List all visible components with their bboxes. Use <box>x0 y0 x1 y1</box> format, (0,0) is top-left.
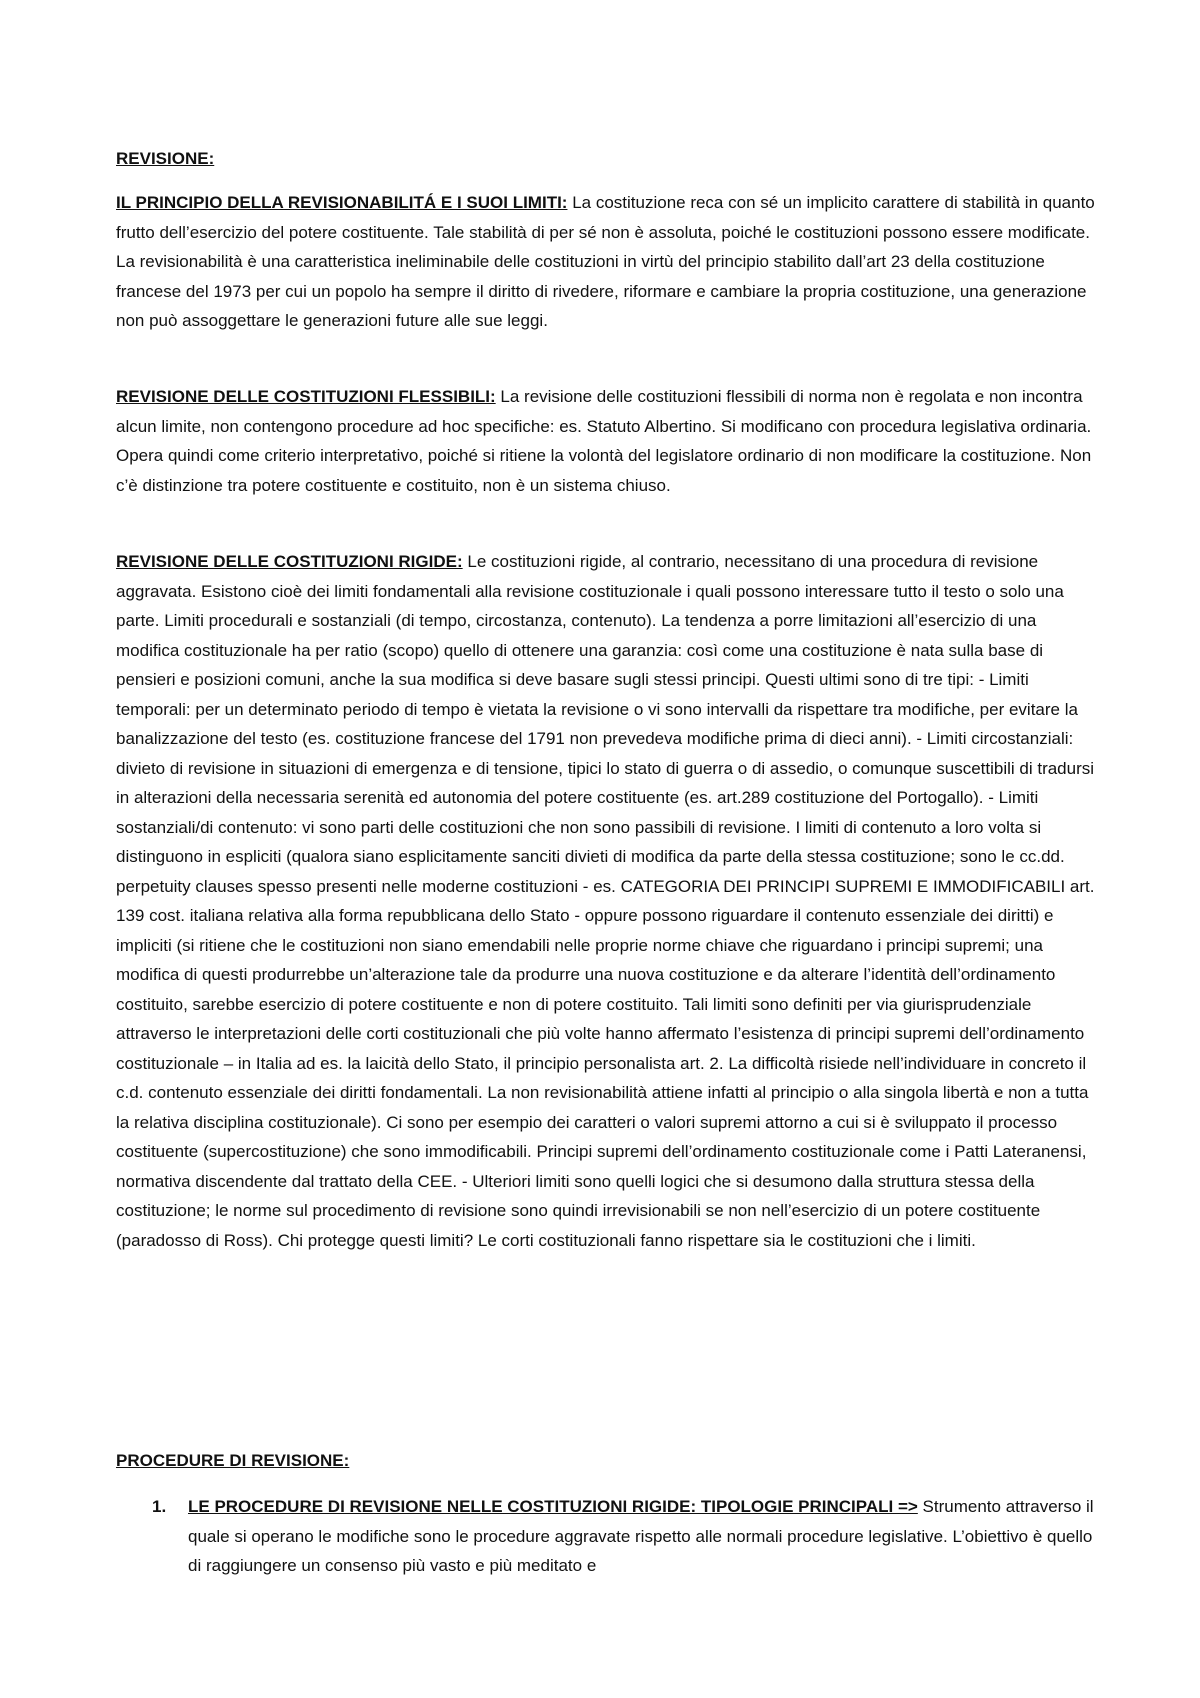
document-title: REVISIONE: <box>116 149 215 168</box>
paragraph-text: La costituzione reca con sé un implicito carattere di stabilità in quanto frutto dell’esercizio del potere costituente. Tale stabilità di per sé non è assoluta, poiché le costituzioni possono essere modificate. La revisionabilità è una caratteristica ineliminabile delle costituzioni in virtù del principio stabilito dall’art 23 della costituzione francese del 1973 per cui un popolo ha sempre il diritto di rivedere, riformare e cambiare la propria costituzione, una generazione non può assoggettare le generazioni future alle sue leggi. <box>116 193 1095 330</box>
section-heading: PROCEDURE DI REVISIONE: <box>116 1451 350 1470</box>
list-item <box>116 1492 1097 1581</box>
list-item-number: 1. <box>152 1497 167 1516</box>
paragraph-heading: REVISIONE DELLE COSTITUZIONI RIGIDE: <box>116 552 463 571</box>
list-item-heading: LE PROCEDURE DI REVISIONE NELLE COSTITUZIONI RIGIDE: TIPOLOGIE PRINCIPALI => <box>188 1497 918 1516</box>
paragraph-costituzioni-flessibili <box>116 382 1097 500</box>
numbered-list <box>116 1492 1097 1581</box>
paragraph-heading: REVISIONE DELLE COSTITUZIONI FLESSIBILI: <box>116 387 496 406</box>
paragraph-heading: IL PRINCIPIO DELLA REVISIONABILITÁ E I SUOI LIMITI: <box>116 193 568 212</box>
paragraph-revisionabilita <box>116 188 1097 336</box>
list-item-text: Strumento attraverso il quale si operano le modifiche sono le procedure aggravate rispetto alle normali procedure legislative. L’obiettivo è quello di raggiungere un consenso più vasto e più meditato e <box>188 1497 1094 1575</box>
paragraph-text: La revisione delle costituzioni flessibili di norma non è regolata e non incontra alcun limite, non contengono procedure ad hoc specifiche: es. Statuto Albertino. Si modificano con procedura legislativa ordinaria. Opera quindi come criterio interpretativo, poiché si ritiene la volontà del legislatore ordinario di non modificare la costituzione. Non c’è distinzione tra potere costituente e costituito, non è un sistema chiuso. <box>116 387 1092 495</box>
paragraph-costituzioni-rigide <box>116 547 1097 1255</box>
paragraph-text: Le costituzioni rigide, al contrario, necessitano di una procedura di revisione aggravata. Esistono cioè dei limiti fondamentali alla revisione costituzionale i quali possono interessare tutto il testo o solo una parte. Limiti procedurali e sostanziali (di tempo, circostanza, contenuto). La tendenza a porre limitazioni all’esercizio di una modifica costituzionale ha per ratio (scopo) quello di ottenere una garanzia: così come una costituzione è nata sulla base di pensieri e posizioni comuni, anche la sua modifica si deve basare sugli stessi principi. Questi ultimi sono di tre tipi: - Limiti temporali: per un determinato periodo di tempo è vietata la revisione o vi sono intervalli da rispettare tra modifiche, per evitare la banalizzazione del testo (es. costituzione francese del 1791 non prevedeva modifiche prima di dieci anni). - Limiti circostanziali: divieto di revisione in situazioni di emergenza e di tensione, tipici lo stato di guerra o di assedio, o comunque suscettibili di tradursi in alterazioni della necessaria serenità ed autonomia del potere costituente (es. art.289 costituzione del Portogallo). - Limiti sostanziali/di contenuto: vi sono parti delle costituzioni che non sono passibili di revisione. I limiti di contenuto a loro volta si distinguono in espliciti (qualora siano esplicitamente sanciti divieti di modifica da parte della stessa costituzione; sono le cc.dd. perpetuity clauses spesso presenti nelle moderne costituzioni - es. CATEGORIA DEI PRINCIPI SUPREMI E IMMODIFICABILI art. 139 cost. italiana relativa alla forma repubblicana dello Stato - oppure possono riguardare il contenuto essenziale dei diritti) e impliciti (si ritiene che le costituzioni non siano emendabili nelle proprie norme chiave che riguardano i principi supremi; una modifica di questi produrrebbe un’alterazione tale da produrre una nuova costituzione e da alterare l’identità dell’ordinamento costituito, sarebbe esercizio di potere costituente e non di potere costituito. Tali limiti sono definiti per via giurisprudenziale attraverso le interpretazioni delle corti costituzionali che più volte hanno affermato l’esistenza di principi supremi dell’ordinamento costituzionale – in Italia ad es. la laicità dello Stato, il principio personalista art. 2. La difficoltà risiede nell’individuare in concreto il c.d. contenuto essenziale dei diritti fondamentali. La non revisionabilità attiene infatti al principio o alla singola libertà e non a tutta la relativa disciplina costituzionale). Ci sono per esempio dei caratteri o valori supremi attorno a cui si è sviluppato il processo costituente (supercostituzione) che sono immodificabili. Principi supremi dell’ordinamento costituzionale come i Patti Lateranensi, normativa discendente dal trattato della CEE. - Ulteriori limiti sono quelli logici che si desumono dalla struttura stessa della costituzione; le norme sul procedimento di revisione sono quindi irrevisionabili se non nell’esercizio di un potere costituente (paradosso di Ross). Chi protegge questi limiti? Le corti costituzionali fanno rispettare sia le costituzioni che i limiti. <box>116 552 1095 1250</box>
